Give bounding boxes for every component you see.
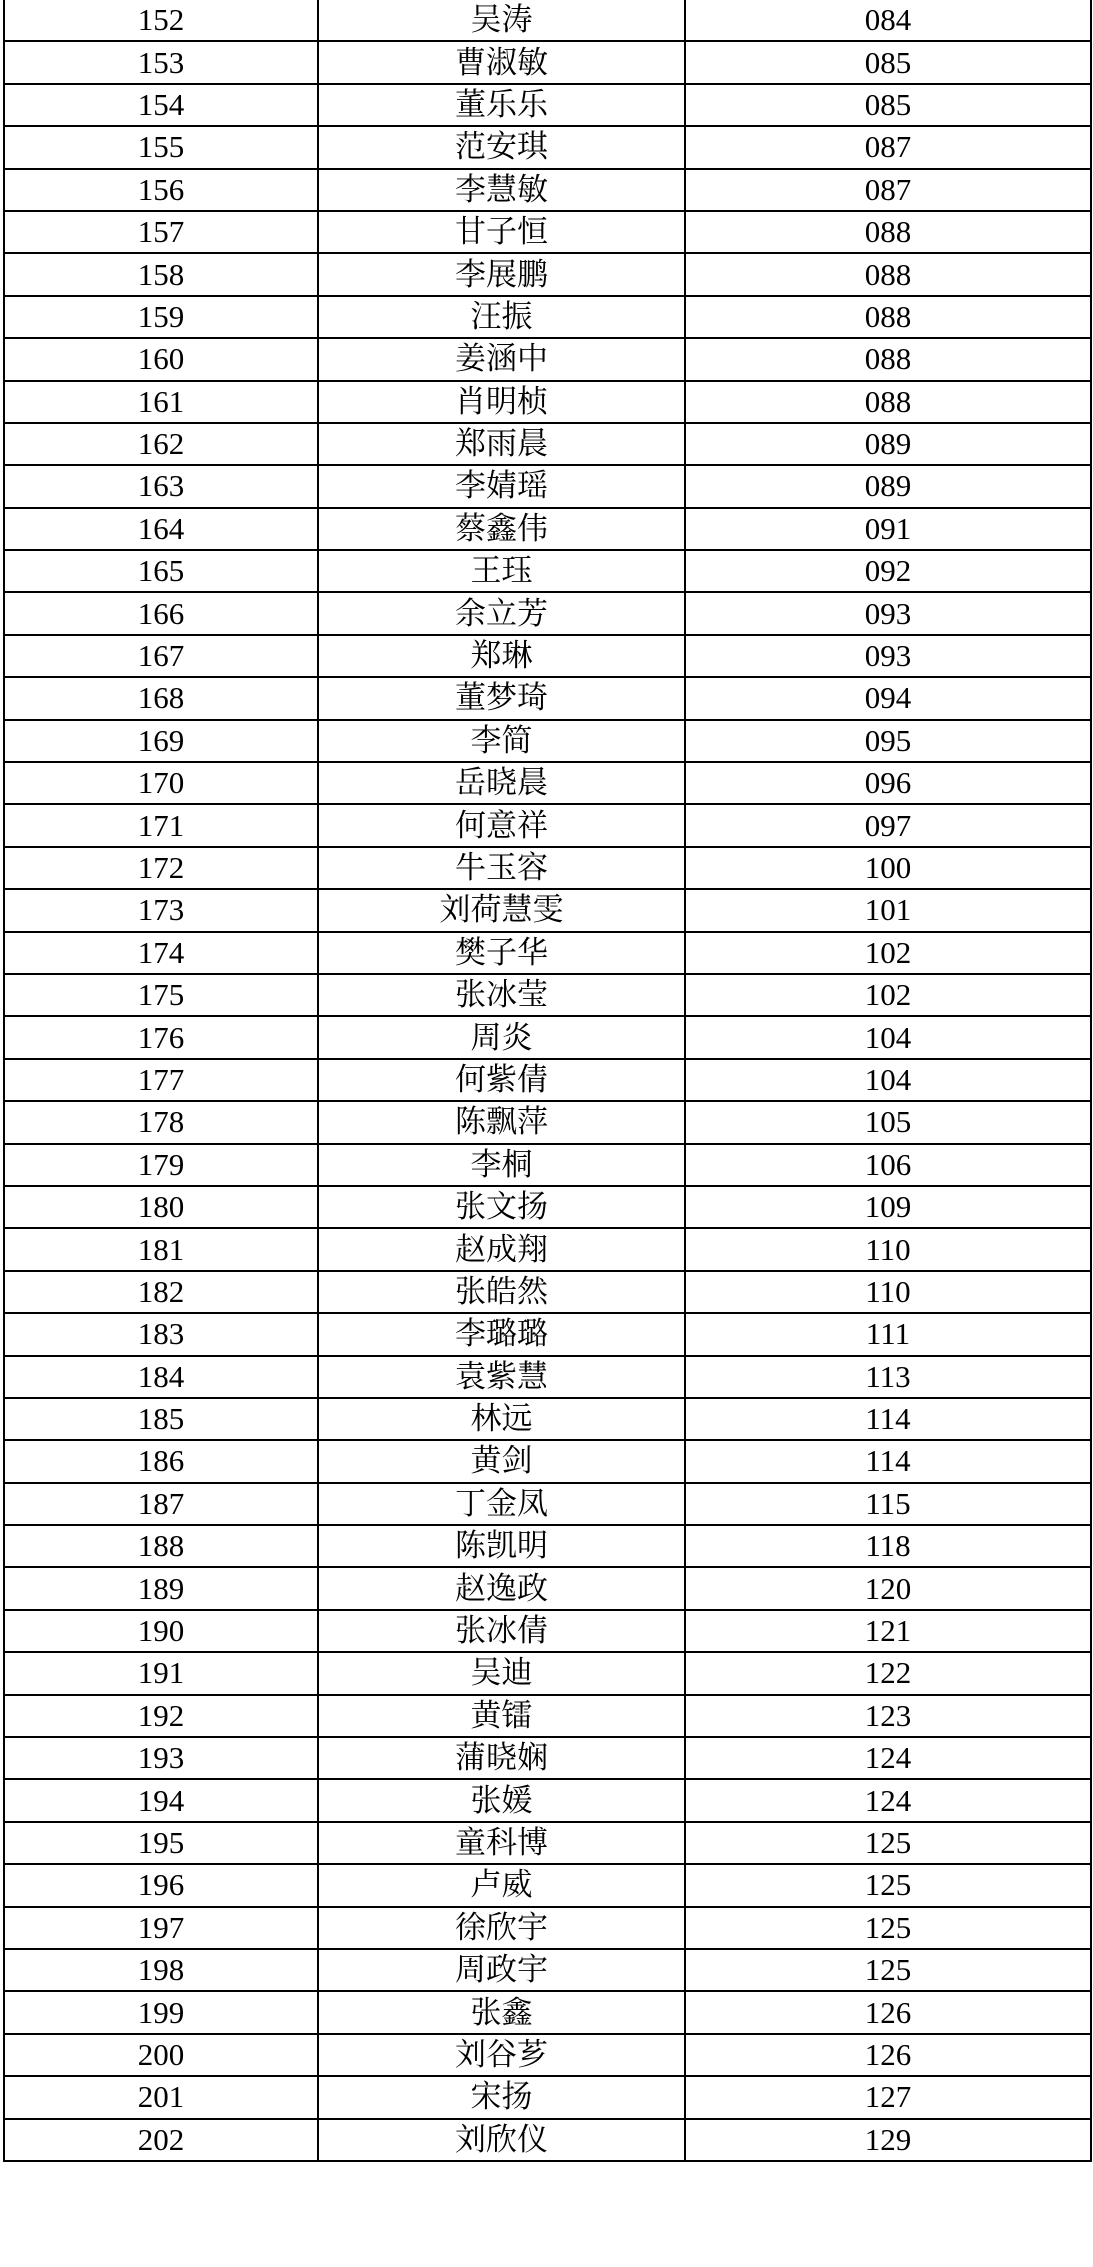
table-row (4, 1567, 1091, 1609)
table-row (4, 211, 1091, 253)
name-cell: 李桐 (318, 1144, 685, 1186)
table-row (4, 1822, 1091, 1864)
score-cell: 091 (685, 508, 1091, 550)
name-cell: 徐欣宇 (318, 1907, 685, 1949)
name-cell: 卢威 (318, 1864, 685, 1906)
name-cell: 李慧敏 (318, 169, 685, 211)
row-number-cell: 195 (4, 1822, 318, 1864)
row-number-cell: 197 (4, 1907, 318, 1949)
table-row (4, 1271, 1091, 1313)
row-number-cell: 200 (4, 2034, 318, 2076)
table-row (4, 1652, 1091, 1694)
table-row (4, 1016, 1091, 1058)
table-row (4, 1440, 1091, 1482)
name-cell: 董梦琦 (318, 677, 685, 719)
name-cell: 蔡鑫伟 (318, 508, 685, 550)
row-number-cell: 184 (4, 1356, 318, 1398)
name-cell: 赵成翔 (318, 1228, 685, 1270)
score-cell: 129 (685, 2119, 1091, 2161)
table-row (4, 635, 1091, 677)
score-cell: 088 (685, 211, 1091, 253)
row-number-cell: 157 (4, 211, 318, 253)
table-row (4, 1228, 1091, 1270)
score-cell: 088 (685, 338, 1091, 380)
score-cell: 125 (685, 1822, 1091, 1864)
row-number-cell: 163 (4, 465, 318, 507)
row-number-cell: 169 (4, 720, 318, 762)
row-number-cell: 170 (4, 762, 318, 804)
score-cell: 118 (685, 1525, 1091, 1567)
row-number-cell: 192 (4, 1695, 318, 1737)
table-row (4, 253, 1091, 295)
table-row (4, 84, 1091, 126)
row-number-cell: 167 (4, 635, 318, 677)
score-cell: 114 (685, 1398, 1091, 1440)
name-cell: 刘欣仪 (318, 2119, 685, 2161)
table-row (4, 1610, 1091, 1652)
table-row (4, 804, 1091, 846)
name-cell: 李简 (318, 720, 685, 762)
row-number-cell: 201 (4, 2076, 318, 2118)
table-row (4, 1059, 1091, 1101)
name-cell: 张文扬 (318, 1186, 685, 1228)
score-cell: 089 (685, 423, 1091, 465)
table-row (4, 1907, 1091, 1949)
score-cell: 100 (685, 847, 1091, 889)
table-row (4, 1356, 1091, 1398)
score-cell: 126 (685, 2034, 1091, 2076)
row-number-cell: 165 (4, 550, 318, 592)
score-cell: 102 (685, 932, 1091, 974)
row-number-cell: 164 (4, 508, 318, 550)
row-number-cell: 155 (4, 126, 318, 168)
table-row (4, 0, 1091, 41)
row-number-cell: 186 (4, 1440, 318, 1482)
score-cell: 126 (685, 1991, 1091, 2033)
table-row (4, 423, 1091, 465)
row-number-cell: 174 (4, 932, 318, 974)
score-cell: 110 (685, 1271, 1091, 1313)
name-cell: 袁紫慧 (318, 1356, 685, 1398)
table-row (4, 974, 1091, 1016)
score-cell: 087 (685, 169, 1091, 211)
name-cell: 余立芳 (318, 592, 685, 634)
table-row (4, 932, 1091, 974)
score-cell: 125 (685, 1949, 1091, 1991)
row-number-cell: 177 (4, 1059, 318, 1101)
name-cell: 曹淑敏 (318, 41, 685, 83)
row-number-cell: 202 (4, 2119, 318, 2161)
table-row (4, 338, 1091, 380)
row-number-cell: 196 (4, 1864, 318, 1906)
table-body (4, 0, 1091, 2161)
score-cell: 104 (685, 1059, 1091, 1101)
name-cell: 黄镭 (318, 1695, 685, 1737)
table-row (4, 889, 1091, 931)
row-number-cell: 161 (4, 381, 318, 423)
row-number-cell: 181 (4, 1228, 318, 1270)
table-row (4, 1949, 1091, 1991)
score-cell: 125 (685, 1864, 1091, 1906)
table-row (4, 2076, 1091, 2118)
name-cell: 肖明桢 (318, 381, 685, 423)
name-cell: 李婧瑶 (318, 465, 685, 507)
row-number-cell: 191 (4, 1652, 318, 1694)
score-cell: 088 (685, 381, 1091, 423)
table-row (4, 1695, 1091, 1737)
score-cell: 084 (685, 0, 1091, 41)
score-cell: 104 (685, 1016, 1091, 1058)
score-cell: 124 (685, 1737, 1091, 1779)
table-row (4, 1779, 1091, 1821)
name-cell: 郑雨晨 (318, 423, 685, 465)
name-cell: 童科博 (318, 1822, 685, 1864)
row-number-cell: 182 (4, 1271, 318, 1313)
table-row (4, 677, 1091, 719)
table-row (4, 1737, 1091, 1779)
score-cell: 096 (685, 762, 1091, 804)
name-cell: 周政宇 (318, 1949, 685, 1991)
score-cell: 120 (685, 1567, 1091, 1609)
name-cell: 张媛 (318, 1779, 685, 1821)
score-cell: 095 (685, 720, 1091, 762)
row-number-cell: 152 (4, 0, 318, 41)
name-cell: 李展鹏 (318, 253, 685, 295)
name-cell: 牛玉容 (318, 847, 685, 889)
name-cell: 汪振 (318, 296, 685, 338)
name-cell: 吴涛 (318, 0, 685, 41)
row-number-cell: 166 (4, 592, 318, 634)
name-cell: 何意祥 (318, 804, 685, 846)
table-row (4, 550, 1091, 592)
name-cell: 张鑫 (318, 1991, 685, 2033)
row-number-cell: 172 (4, 847, 318, 889)
row-number-cell: 154 (4, 84, 318, 126)
name-cell: 赵逸政 (318, 1567, 685, 1609)
score-cell: 101 (685, 889, 1091, 931)
row-number-cell: 190 (4, 1610, 318, 1652)
table-row (4, 381, 1091, 423)
score-cell: 097 (685, 804, 1091, 846)
row-number-cell: 176 (4, 1016, 318, 1058)
score-cell: 085 (685, 41, 1091, 83)
table-row (4, 1398, 1091, 1440)
name-cell: 李璐璐 (318, 1313, 685, 1355)
row-number-cell: 171 (4, 804, 318, 846)
name-cell: 张冰莹 (318, 974, 685, 1016)
table-row (4, 2034, 1091, 2076)
row-number-cell: 160 (4, 338, 318, 380)
table-row (4, 296, 1091, 338)
table-row (4, 1144, 1091, 1186)
score-cell: 092 (685, 550, 1091, 592)
score-cell: 089 (685, 465, 1091, 507)
row-number-cell: 173 (4, 889, 318, 931)
name-cell: 刘谷芗 (318, 2034, 685, 2076)
row-number-cell: 189 (4, 1567, 318, 1609)
row-number-cell: 198 (4, 1949, 318, 1991)
row-number-cell: 183 (4, 1313, 318, 1355)
score-cell: 085 (685, 84, 1091, 126)
name-cell: 郑琳 (318, 635, 685, 677)
score-cell: 088 (685, 296, 1091, 338)
name-cell: 丁金凤 (318, 1483, 685, 1525)
score-cell: 110 (685, 1228, 1091, 1270)
name-cell: 林远 (318, 1398, 685, 1440)
score-cell: 114 (685, 1440, 1091, 1482)
table-row (4, 1101, 1091, 1143)
name-cell: 张冰倩 (318, 1610, 685, 1652)
name-cell: 张皓然 (318, 1271, 685, 1313)
row-number-cell: 159 (4, 296, 318, 338)
name-cell: 姜涵中 (318, 338, 685, 380)
score-cell: 093 (685, 635, 1091, 677)
row-number-cell: 187 (4, 1483, 318, 1525)
table-row (4, 1525, 1091, 1567)
score-cell: 127 (685, 2076, 1091, 2118)
table-row (4, 1186, 1091, 1228)
name-cell: 董乐乐 (318, 84, 685, 126)
table-row (4, 2119, 1091, 2161)
row-number-cell: 188 (4, 1525, 318, 1567)
row-number-cell: 156 (4, 169, 318, 211)
table-row (4, 169, 1091, 211)
name-list-table (3, 0, 1092, 2162)
name-cell: 周炎 (318, 1016, 685, 1058)
name-cell: 吴迪 (318, 1652, 685, 1694)
table-row (4, 41, 1091, 83)
score-cell: 087 (685, 126, 1091, 168)
score-cell: 105 (685, 1101, 1091, 1143)
table-row (4, 762, 1091, 804)
score-cell: 093 (685, 592, 1091, 634)
score-cell: 088 (685, 253, 1091, 295)
row-number-cell: 180 (4, 1186, 318, 1228)
score-cell: 123 (685, 1695, 1091, 1737)
name-cell: 甘子恒 (318, 211, 685, 253)
score-cell: 111 (685, 1313, 1091, 1355)
table-row (4, 1483, 1091, 1525)
table-row (4, 592, 1091, 634)
name-cell: 范安琪 (318, 126, 685, 168)
name-cell: 黄剑 (318, 1440, 685, 1482)
score-cell: 125 (685, 1907, 1091, 1949)
name-cell: 宋扬 (318, 2076, 685, 2118)
score-cell: 113 (685, 1356, 1091, 1398)
row-number-cell: 178 (4, 1101, 318, 1143)
name-cell: 陈凯明 (318, 1525, 685, 1567)
table-row (4, 1313, 1091, 1355)
name-cell: 蒲晓娴 (318, 1737, 685, 1779)
score-cell: 122 (685, 1652, 1091, 1694)
row-number-cell: 168 (4, 677, 318, 719)
score-cell: 121 (685, 1610, 1091, 1652)
name-cell: 王珏 (318, 550, 685, 592)
score-cell: 094 (685, 677, 1091, 719)
row-number-cell: 193 (4, 1737, 318, 1779)
score-cell: 109 (685, 1186, 1091, 1228)
score-cell: 106 (685, 1144, 1091, 1186)
row-number-cell: 153 (4, 41, 318, 83)
score-cell: 124 (685, 1779, 1091, 1821)
table-row (4, 1864, 1091, 1906)
score-cell: 115 (685, 1483, 1091, 1525)
table-row (4, 126, 1091, 168)
score-cell: 102 (685, 974, 1091, 1016)
name-cell: 何紫倩 (318, 1059, 685, 1101)
row-number-cell: 194 (4, 1779, 318, 1821)
table-row (4, 720, 1091, 762)
table-row (4, 847, 1091, 889)
name-cell: 刘荷慧雯 (318, 889, 685, 931)
row-number-cell: 162 (4, 423, 318, 465)
row-number-cell: 158 (4, 253, 318, 295)
name-cell: 陈飘萍 (318, 1101, 685, 1143)
row-number-cell: 175 (4, 974, 318, 1016)
table-row (4, 508, 1091, 550)
row-number-cell: 185 (4, 1398, 318, 1440)
name-cell: 樊子华 (318, 932, 685, 974)
table-row (4, 1991, 1091, 2033)
table-row (4, 465, 1091, 507)
row-number-cell: 179 (4, 1144, 318, 1186)
name-cell: 岳晓晨 (318, 762, 685, 804)
row-number-cell: 199 (4, 1991, 318, 2033)
